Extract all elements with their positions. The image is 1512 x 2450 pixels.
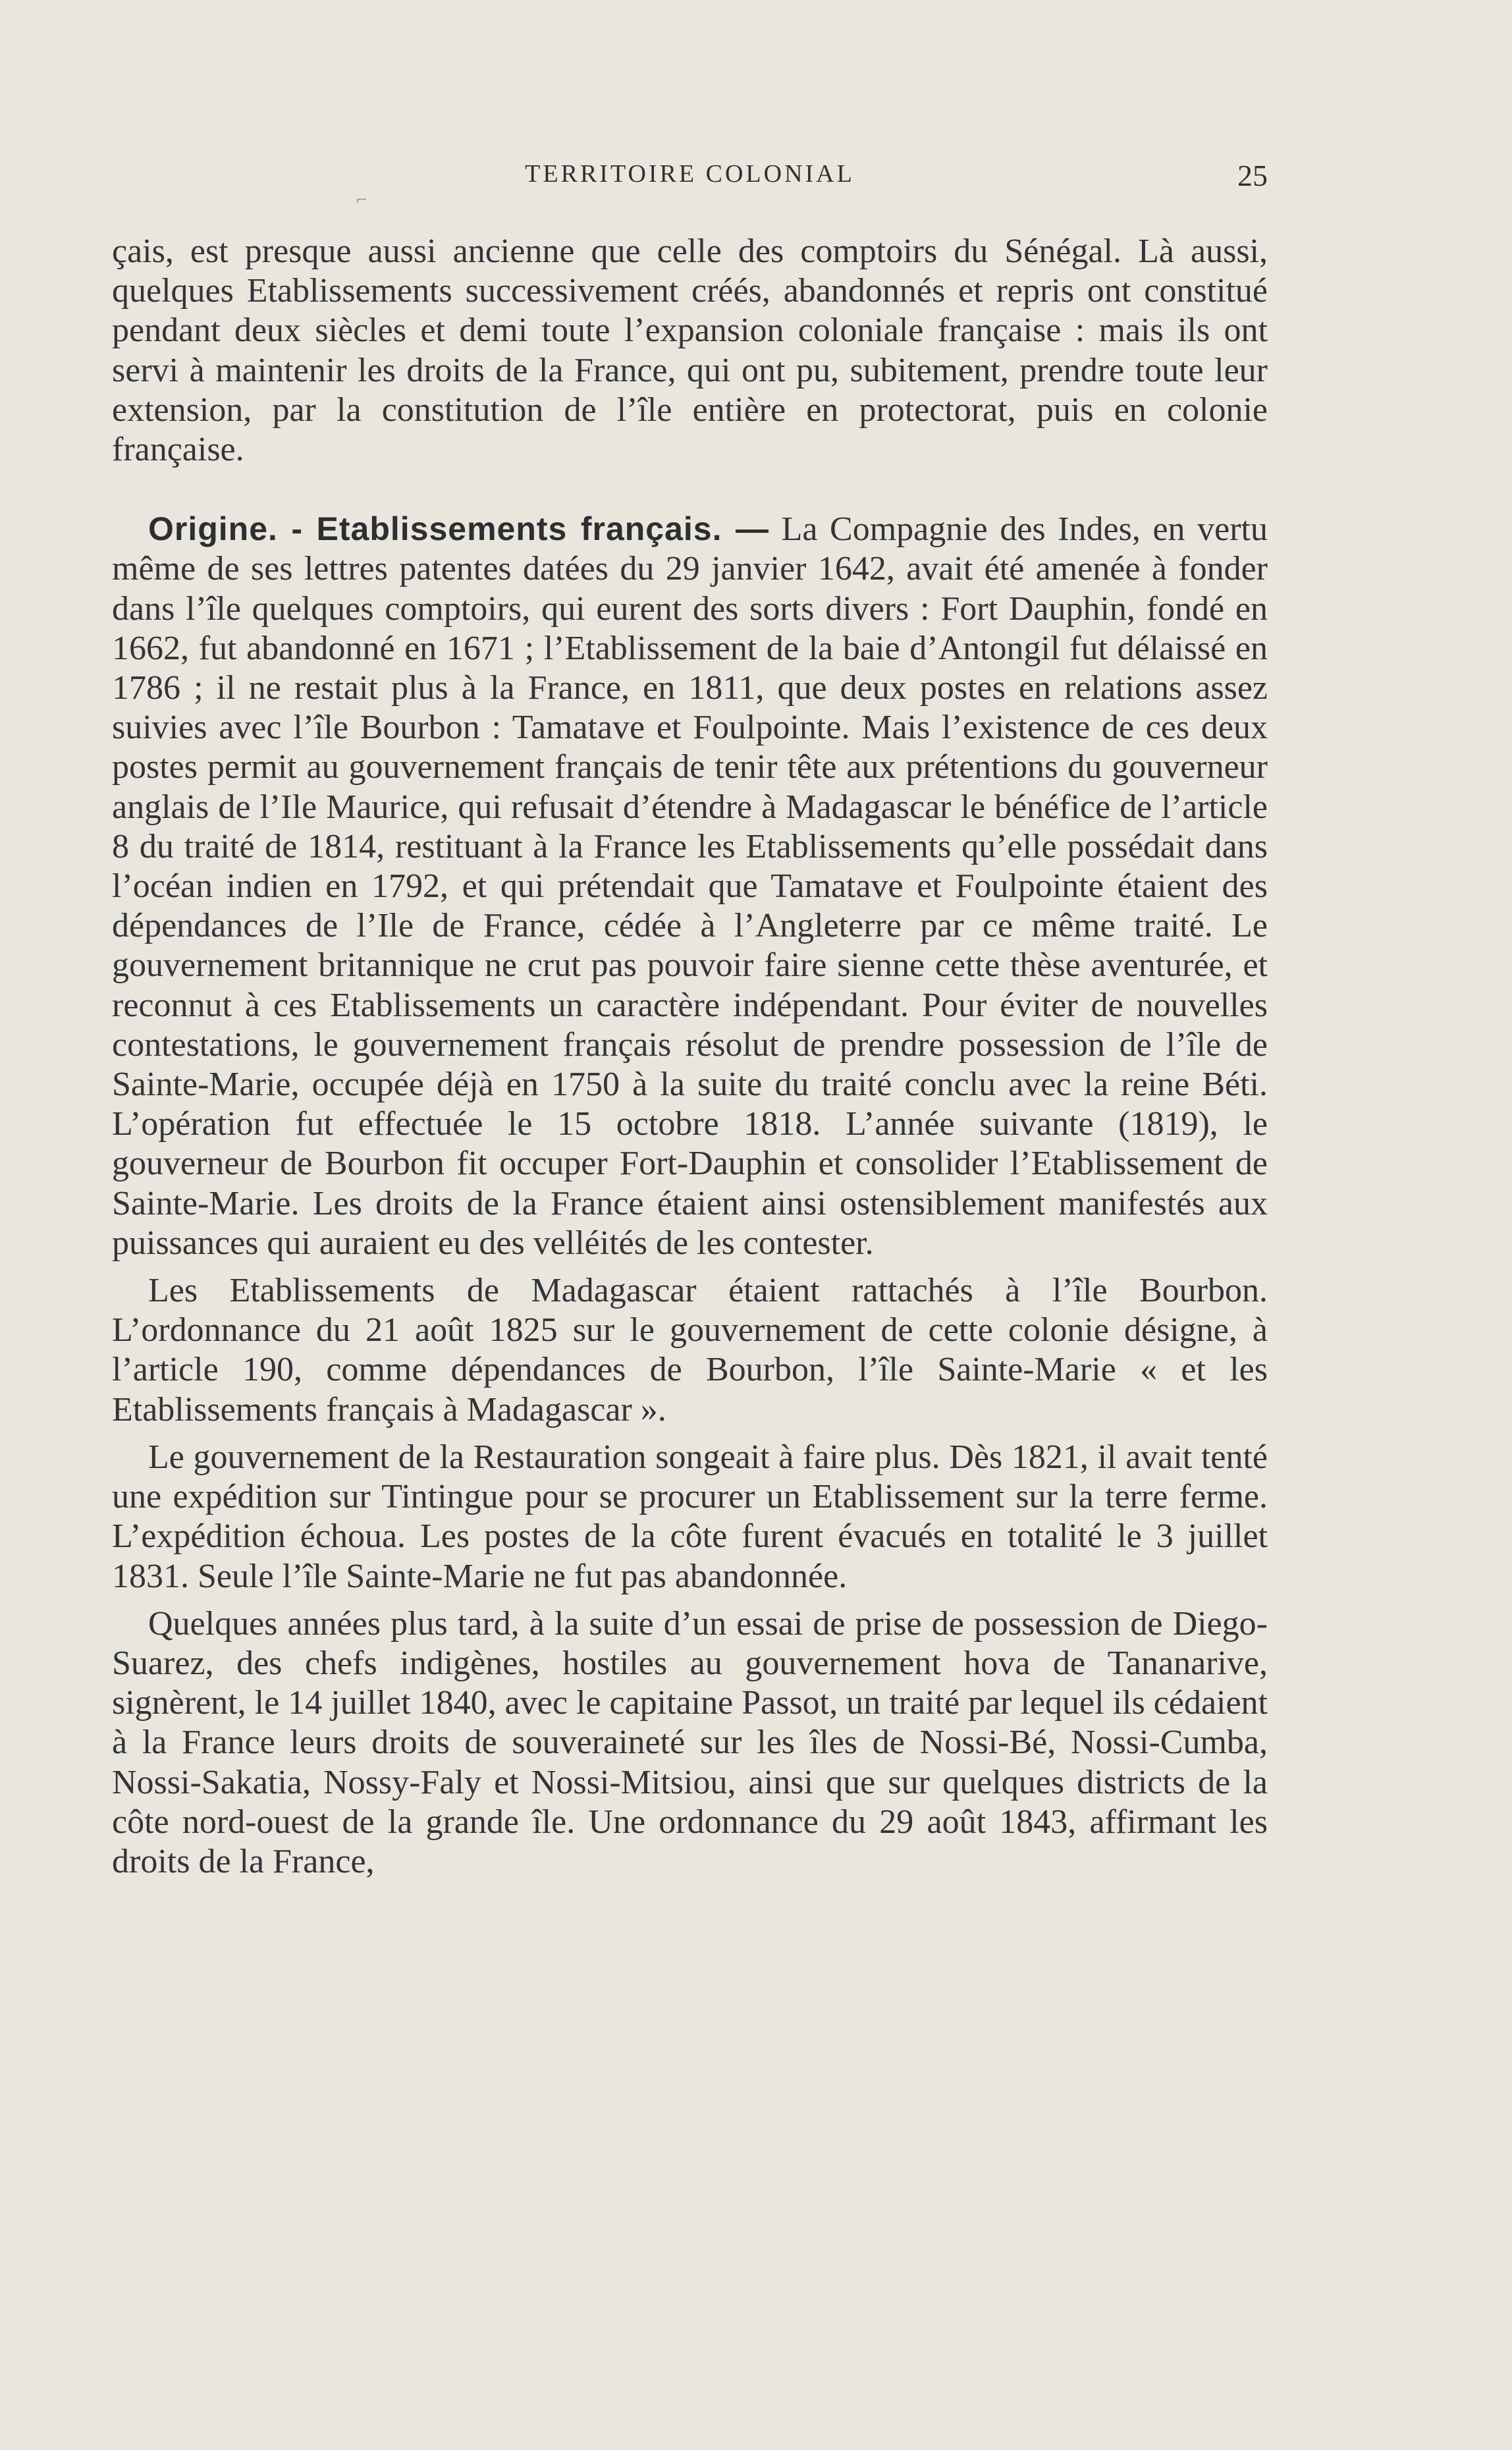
print-mark: ⌐ — [356, 192, 368, 209]
paragraph-2-text: La Compagnie des Indes, en vertu même de ses lettres patentes datées du 29 janvier 1642, avait été amenée à fonder dans l’île quelques comptoirs, qui eurent des sorts divers : Fort Dauphin, fondé en 1662, fut abandonné en 1671 ; l’Etablissement de la baie d’Antongil fut délaissé en 1786 ; il ne restait plus à la France, en 1811, que deux postes en relations assez suivies avec l’île Bourbon : Tamatave et Foulpointe. Mais l’existence de ces deux postes permit au gouvernement français de tenir tête aux prétentions du gouverneur anglais de l’Ile Maurice, qui refusait d’étendre à Madagascar le bénéfice de l’article 8 du traité de 1814, restituant à la France les Etablissements qu’elle possédait dans l’océan indien en 1792, et qui prétendait que Tamatave et Foulpointe étaient des dépendances de l’Ile de France, cédée à l’Angleterre par ce même traité. Le gouvernement britannique ne crut pas pouvoir faire sienne cette thèse aventurée, et reconnut à ces Etablissements un caractère indépendant. Pour éviter de nouvelles contestations, le gouvernement français résolut de prendre possession de l’île de Sainte-Marie, occupée déjà en 1750 à la suite du traité conclu avec la reine Béti. L’opération fut effectuée le 15 octobre 1818. L’année suivante (1819), le gouverneur de Bourbon fit occuper Fort-Dauphin et consolider l’Etablissement de Sainte-Marie. Les droits de la France étaient ainsi ostensiblement manifestés aux puissances qui auraient eu des velléités de les contester. — [112, 510, 1268, 1262]
paragraph-5: Quelques années plus tard, à la suite d’un essai de prise de possession de Diego-Suarez, des chefs indigènes, hostiles au gouvernement hova de Tananarive, signèrent, le 14 juillet 1840, avec le capitaine Passot, un traité par lequel ils cédaient à la France leurs droits de souveraineté sur les îles de Nossi-Bé, Nossi-Cumba, Nossi-Sakatia, Nossy-Faly et Nossi-Mitsiou, ainsi que sur quelques districts de la côte nord-ouest de la grande île. Une ordonnance du 29 août 1843, affirmant les droits de la France, — [112, 1604, 1268, 1880]
section-heading: Origine. - Etablissements français. — — [148, 510, 769, 548]
paragraph-4: Le gouvernement de la Restauration songeait à faire plus. Dès 1821, il avait tenté une expédition sur Tintingue pour se procurer un Etablissement sur la terre ferme. L’expédition échoua. Les postes de la côte furent évacués en totalité le 3 juillet 1831. Seule l’île Sainte-Marie ne fut pas abandonnée. — [112, 1438, 1268, 1595]
body-text — [112, 232, 1268, 1882]
paragraph-1: çais, est presque aussi ancienne que celle des comptoirs du Sénégal. Là aussi, quelques Etablissements successivement créés, abandonnés et repris ont constitué pendant deux siècles et demi toute l’expansion coloniale française : mais ils ont servi à maintenir les droits de la France, qui ont pu, subitement, prendre toute leur extension, par la constitution de l’île entière en protectorat, puis en colonie française. — [112, 232, 1268, 469]
paragraph-3: Les Etablissements de Madagascar étaient rattachés à l’île Bourbon. L’ordonnance du 21 août 1825 sur le gouvernement de cette colonie désigne, à l’article 190, comme dépendances de Bourbon, l’île Sainte-Marie « et les Etablissements français à Madagascar ». — [112, 1272, 1268, 1429]
running-title: TERRITOIRE COLONIAL — [525, 160, 855, 188]
running-header — [112, 159, 1268, 205]
paragraph-2 — [112, 509, 1268, 1263]
page-number: 25 — [1237, 159, 1268, 192]
